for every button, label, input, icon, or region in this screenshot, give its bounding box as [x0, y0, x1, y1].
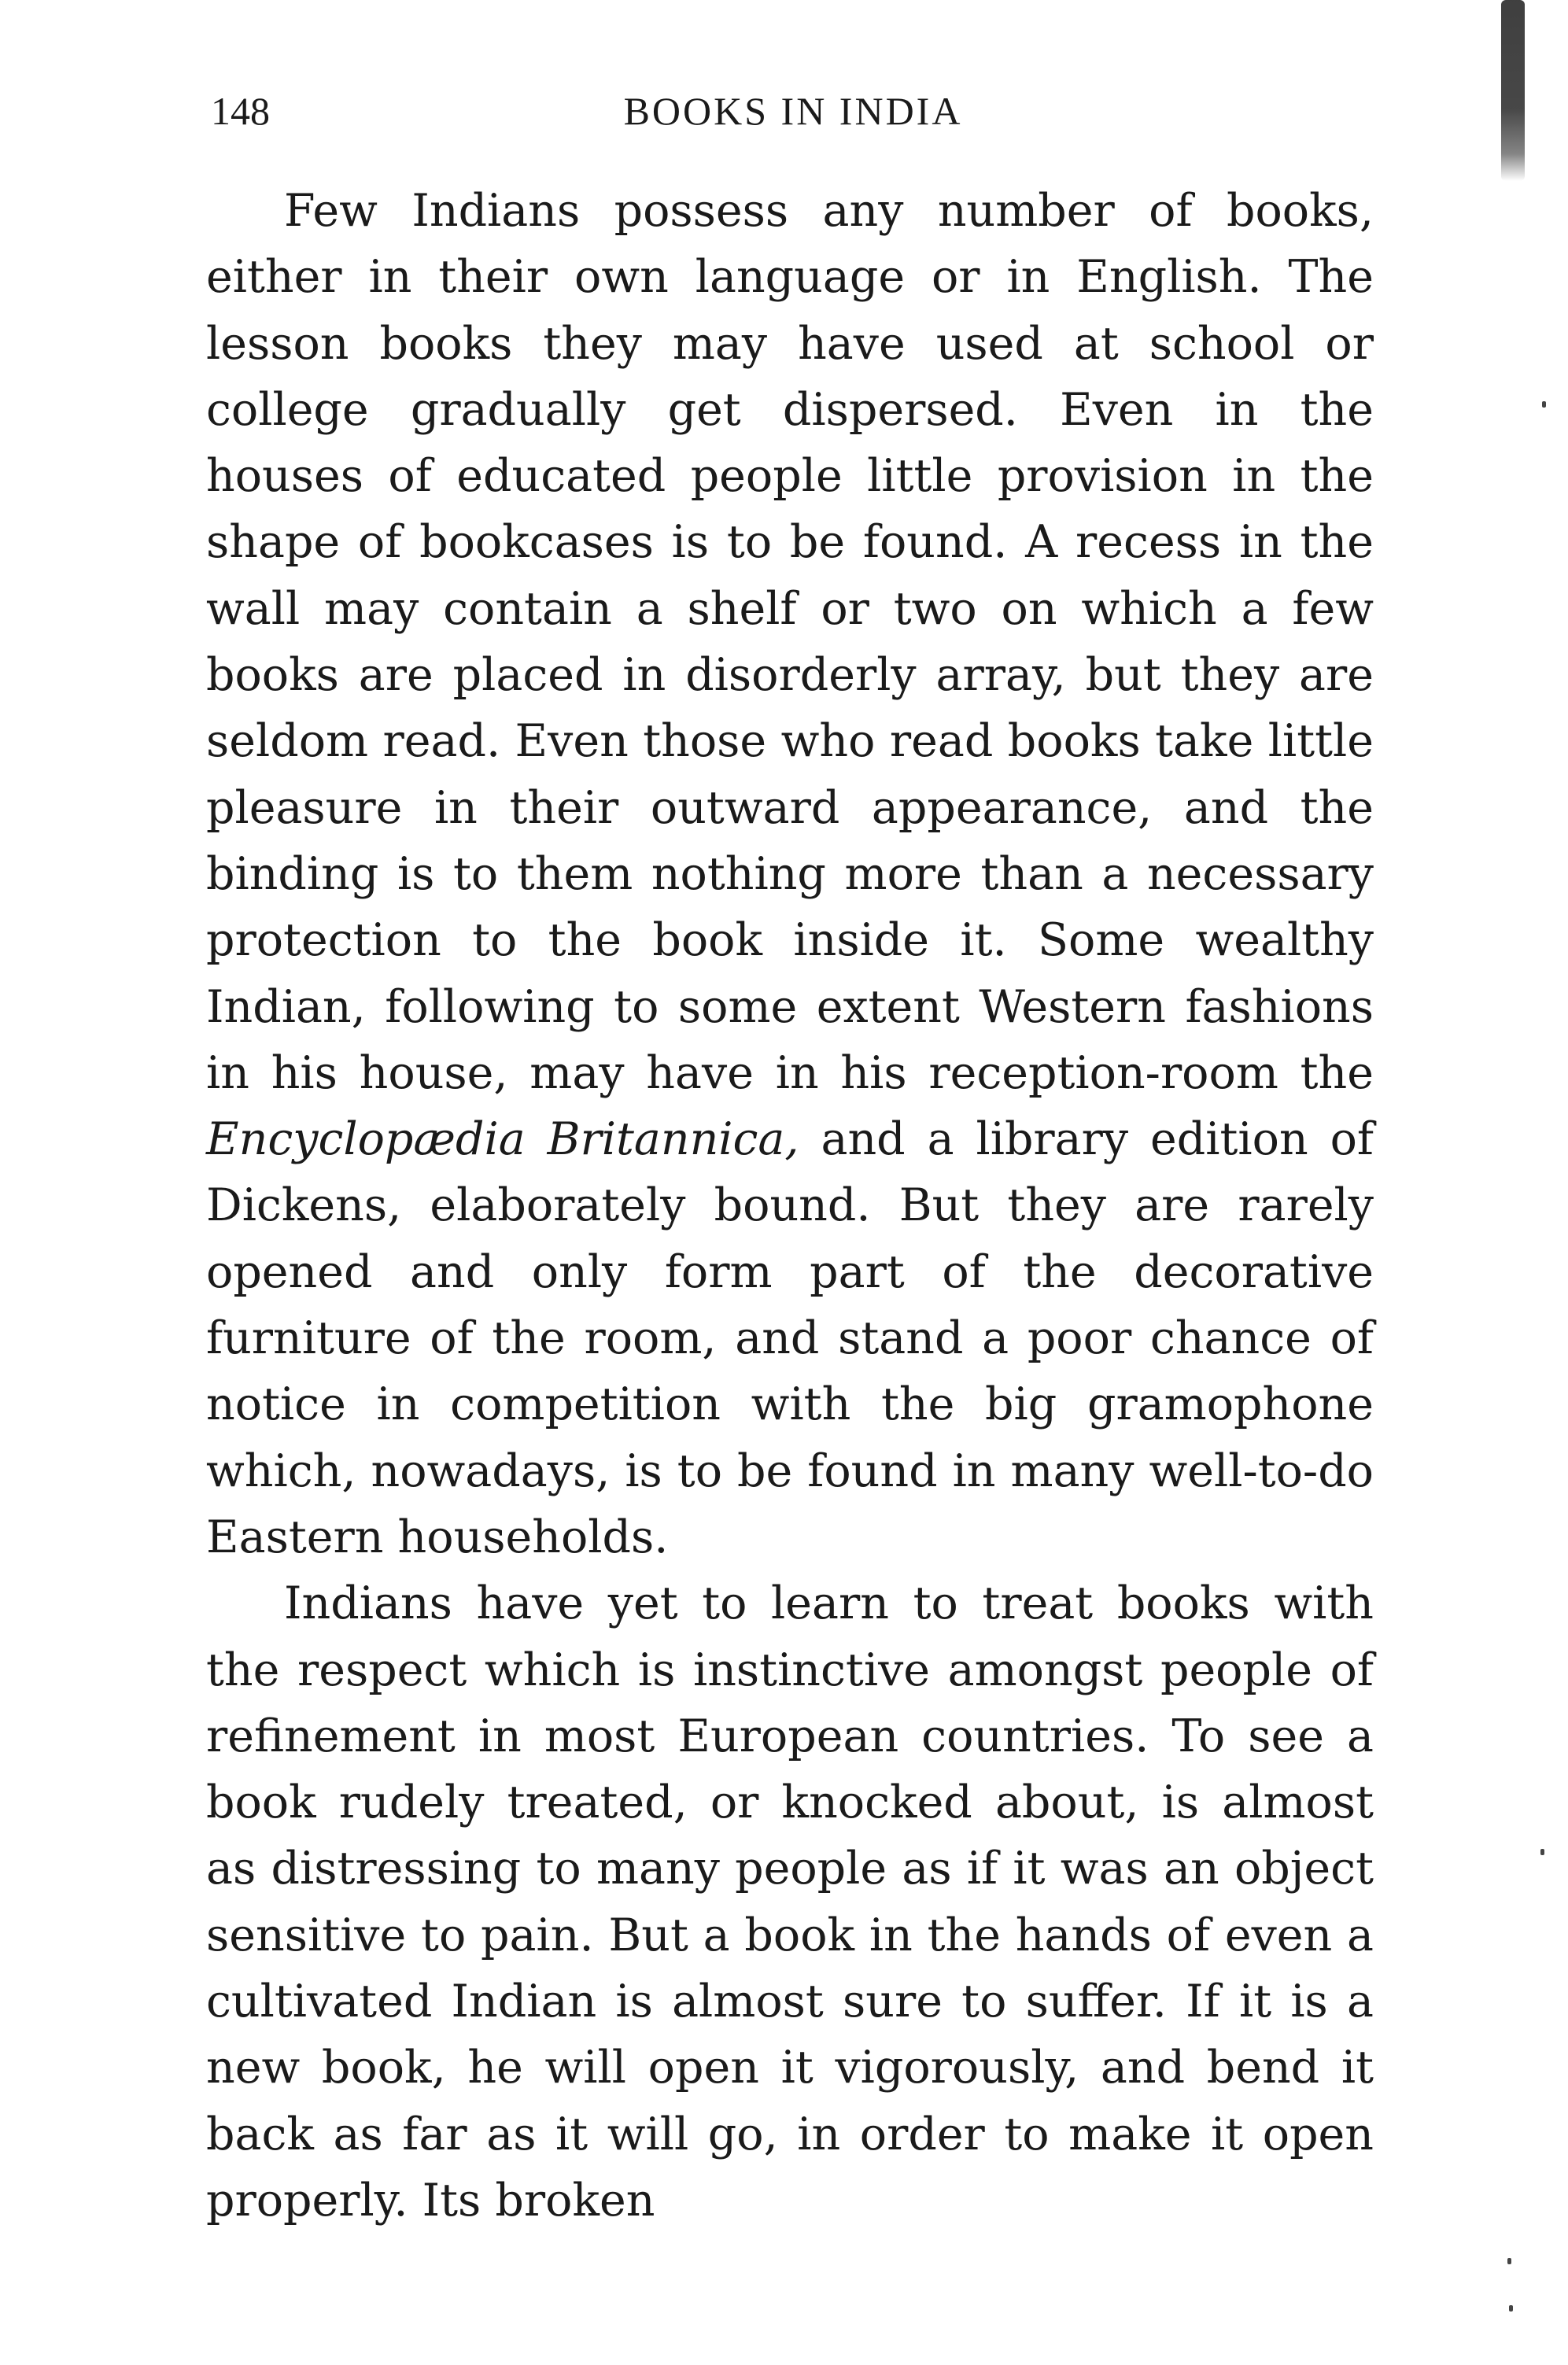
scan-speck [1542, 401, 1546, 408]
paragraph-1-italic-title: Encyclopædia Britannica, [206, 1113, 799, 1166]
running-title: BOOKS IN INDIA [623, 89, 963, 133]
scan-speck [1507, 2258, 1511, 2264]
scan-speck [1540, 1849, 1544, 1855]
paragraph-1 [206, 178, 1374, 1570]
scan-edge-shadow [1501, 0, 1525, 181]
scan-speck [1509, 2305, 1513, 2312]
page-number: 148 [211, 89, 270, 133]
paragraph-1-text-after: and a library edition of Dickens, elaborately bound. But they are rarely opened and only form part of the decorative furniture of the room, and stand a poor chance of notice in competition with the big gramophone which, nowadays, is to be found in many well-to-do Eastern households. [206, 1113, 1374, 1563]
paragraph-1-text-before: Few Indians possess any number of books, either in their own language or in English. The lesson books they may have used at school or college gradually get dispersed. Even in the houses of educated people little provision in the shape of bookcases is to be found. A recess in the wall may contain a shelf or two on which a few books are placed in disorderly array, but they are seldom read. Even those who read books take little pleasure in their outward appearance, and the binding is to them nothing more than a necessary protection to the book inside it. Some wealthy Indian, following to some extent Western fashions in his house, may have in his reception-room the [206, 185, 1374, 1099]
running-head [211, 88, 1375, 143]
body-text [206, 178, 1374, 2234]
paragraph-2: Indians have yet to learn to treat books with the respect which is instinctive amongst people of refinement in most European countries. To see a book rudely treated, or knocked about, is almost as distressing to many people as if it was an object sensitive to pain. But a book in the hands of even a cultivated Indian is almost sure to suffer. If it is a new book, he will open it vigorously, and bend it back as far as it will go, in order to make it open properly. Its broken [206, 1577, 1374, 2227]
